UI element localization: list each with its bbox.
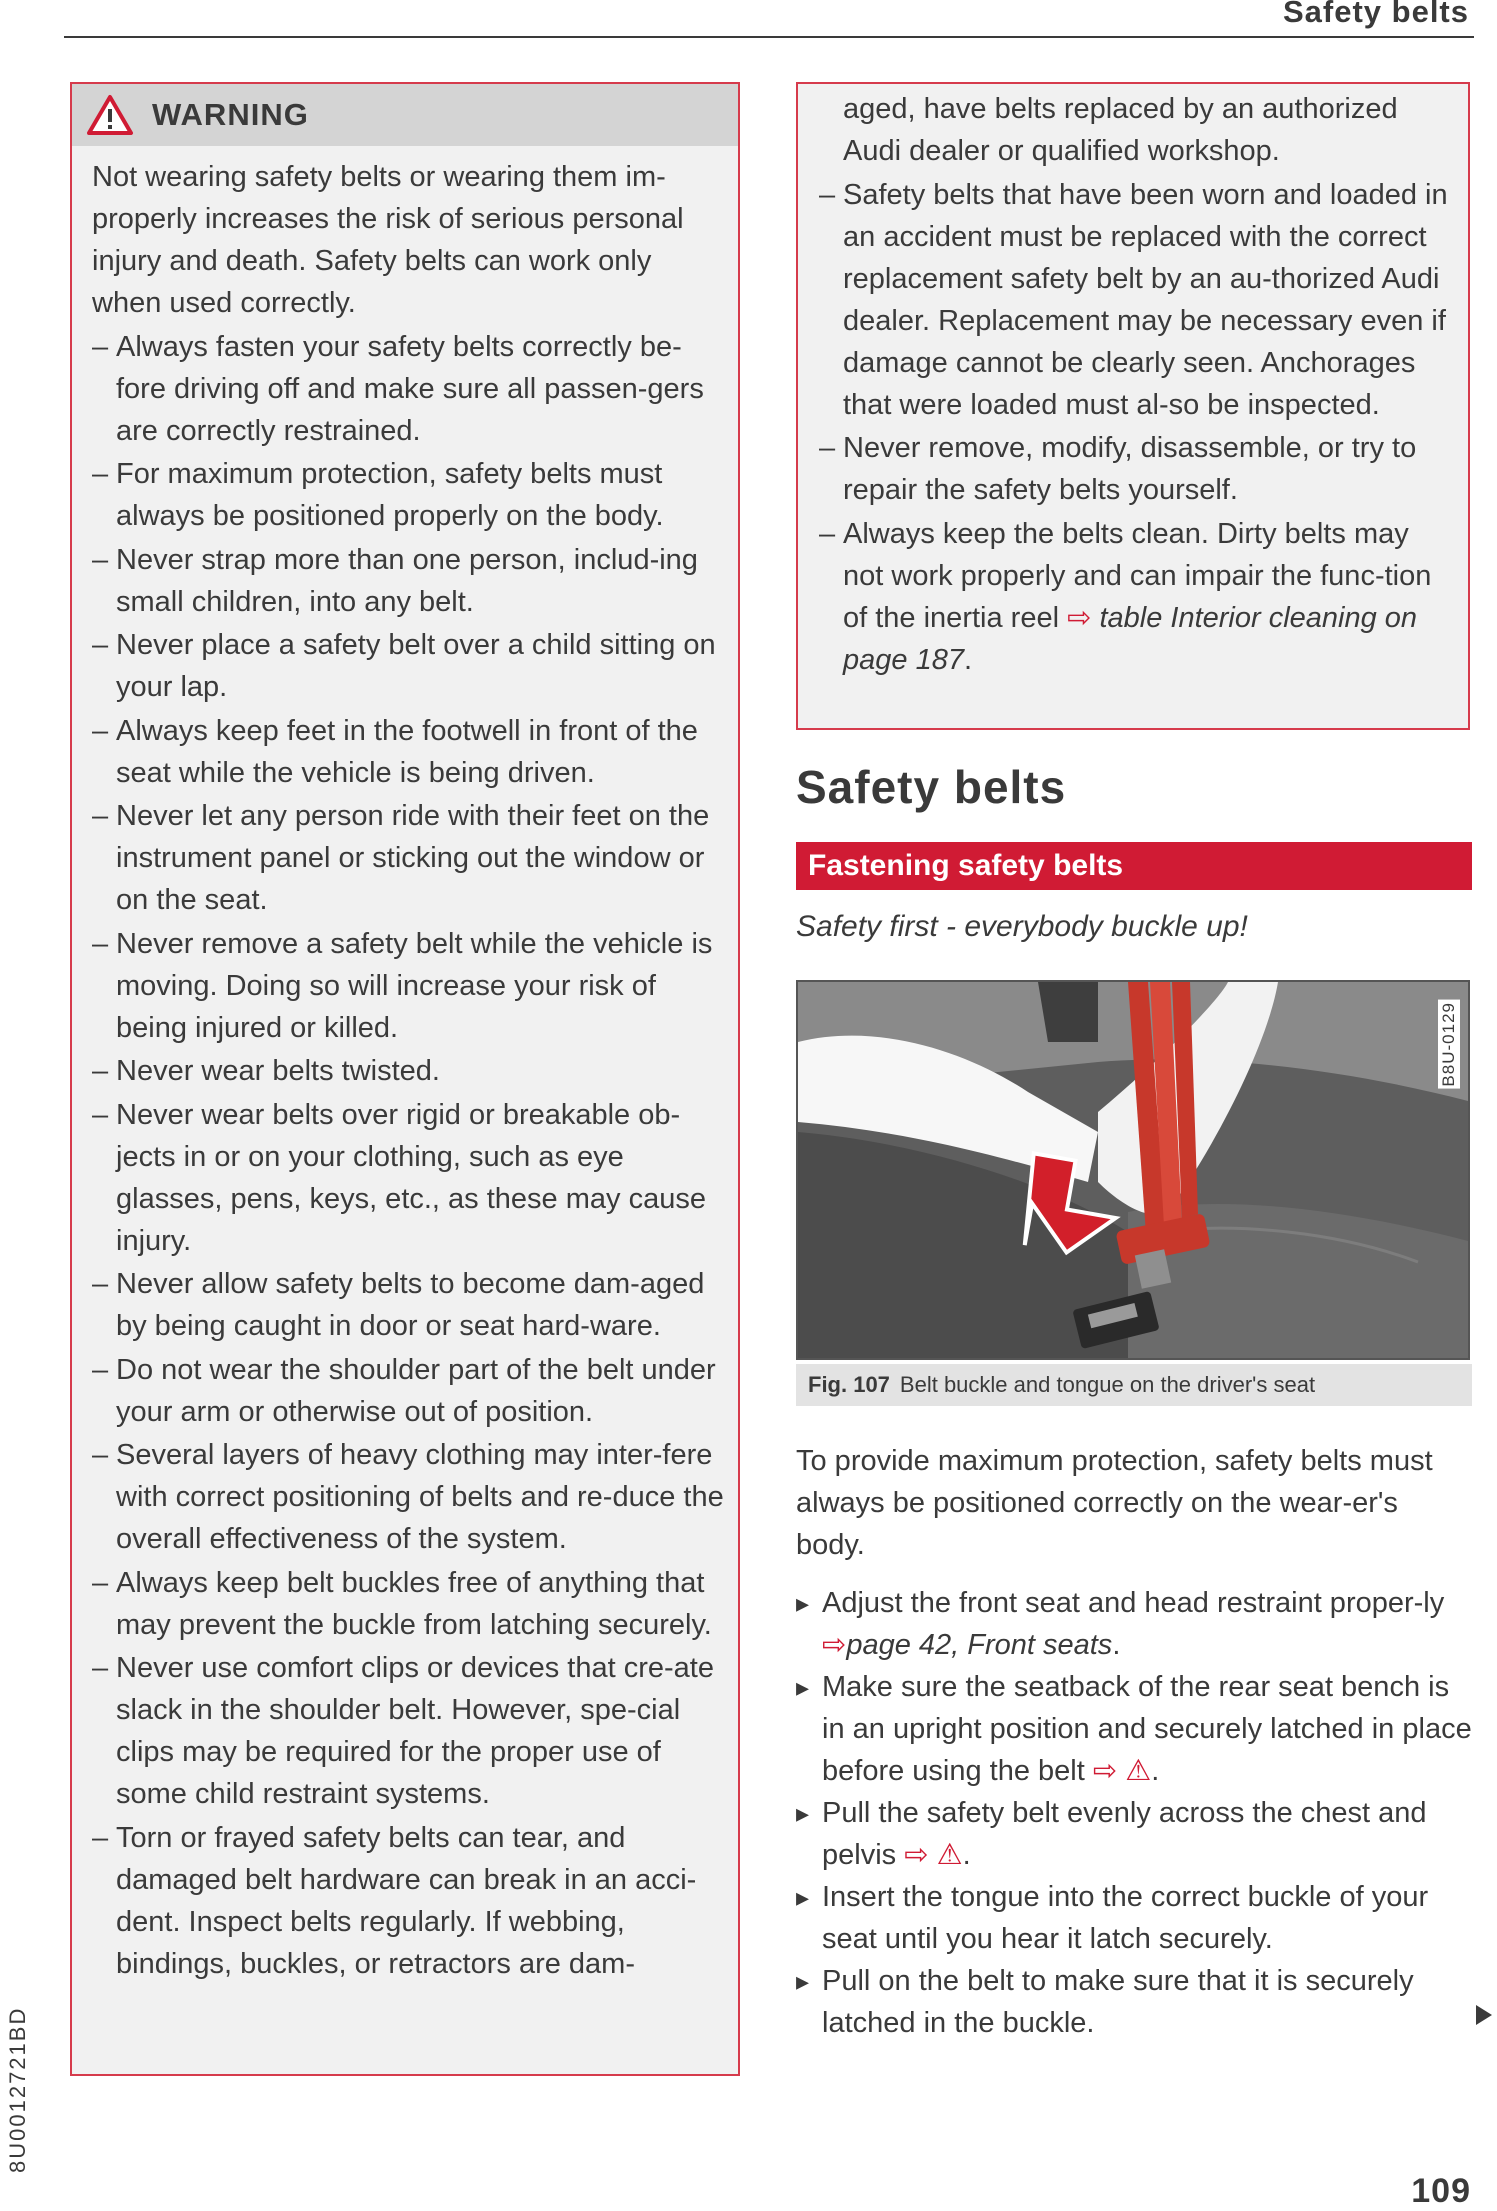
- instruction-step: [796, 1960, 1476, 2044]
- reference-arrow-icon: ⇨: [822, 1629, 847, 1661]
- warning-item: – Never remove a safety belt while the vehicle is moving. Doing so will increase your risk of being injured or killed.: [92, 923, 724, 1049]
- punctuation: .: [1112, 1629, 1121, 1661]
- warning-continued-box: [796, 82, 1470, 730]
- warning-title: WARNING: [152, 97, 309, 132]
- warning-item: – Never allow safety belts to become dam-aged by being caught in door or seat hard-ware.: [92, 1263, 724, 1347]
- warning-item: – Never wear belts twisted.: [92, 1050, 724, 1092]
- warning-triangle-icon: [86, 94, 134, 136]
- warning-header: [72, 84, 738, 146]
- section-tagline: Safety first - everybody buckle up!: [796, 910, 1248, 943]
- warning-item: – Never strap more than one person, includ-ing small children, into any belt.: [92, 539, 724, 623]
- instruction-step: [796, 1582, 1476, 1666]
- warning-continued-list: [798, 174, 1468, 681]
- warning-reference-icon[interactable]: ⚠: [1125, 1755, 1152, 1787]
- warning-intro: Not wearing safety belts or wearing them im-properly increases the risk of serious personal injury and death. Safety belts can work only when used correctly.: [92, 161, 684, 319]
- punctuation: .: [1151, 1755, 1160, 1787]
- belt-buckle-illustration: [798, 982, 1470, 1360]
- warning-item: – Never wear belts over rigid or breakable ob-jects in or on your clothing, such as eye glasses, pens, keys, etc., as these may cause injury.: [92, 1094, 724, 1262]
- intro-paragraph: To provide maximum protection, safety belts must always be positioned correctly on the wear-er's body.: [796, 1445, 1433, 1561]
- page-number: 109: [1411, 2172, 1471, 2210]
- step-text: Insert the tongue into the correct buckle of your seat until you hear it latch securely.: [822, 1881, 1429, 1955]
- warning-item: – Never let any person ride with their feet on the instrument panel or sticking out the window or on the seat.: [92, 795, 724, 921]
- warning-item: – Always keep feet in the footwell in front of the seat while the vehicle is being driven.: [92, 710, 724, 794]
- continue-arrow-icon: [1476, 2005, 1492, 2025]
- step-text: Pull the safety belt evenly across the chest and pelvis: [822, 1797, 1427, 1871]
- reference-arrow-icon: ⇨: [1092, 1755, 1118, 1787]
- instruction-step: [796, 1876, 1476, 1960]
- reference-arrow-icon: ⇨: [1067, 601, 1092, 634]
- warning-item: – Never place a safety belt over a child sitting on your lap.: [92, 624, 724, 708]
- figure-caption-text: Belt buckle and tongue on the driver's seat: [899, 1372, 1316, 1397]
- punctuation: .: [962, 1839, 971, 1871]
- figure-label: Fig. 107: [808, 1372, 890, 1397]
- side-document-code: 8U0012721BD: [5, 2006, 30, 2173]
- warning-list: [72, 326, 738, 1985]
- step-text: Pull on the belt to make sure that it is securely latched in the buckle.: [822, 1965, 1414, 2039]
- warning-item: – Do not wear the shoulder part of the belt under your arm or otherwise out of position.: [92, 1349, 724, 1433]
- warning-item: – Never use comfort clips or devices that cre-ate slack in the shoulder belt. However, spe-cial clips may be required for the proper use of some child restraint systems.: [92, 1647, 724, 1815]
- page-header-title: Safety belts: [1282, 0, 1469, 29]
- step-text: Adjust the front seat and head restraint proper-ly: [822, 1587, 1445, 1619]
- subsection-title: Fastening safety belts: [808, 849, 1124, 882]
- cross-reference-link[interactable]: page 42, Front seats: [846, 1629, 1113, 1661]
- warning-item: [819, 513, 1454, 681]
- cross-reference-link[interactable]: table Interior cleaning on page 187: [843, 601, 1418, 676]
- header-rule: [64, 36, 1474, 38]
- warning-item: – For maximum protection, safety belts must always be positioned properly on the body.: [92, 453, 724, 537]
- figure-code: B8U-0129: [1439, 1002, 1458, 1087]
- warning-continued-text: aged, have belts replaced by an authorized Audi dealer or qualified workshop.: [843, 93, 1398, 167]
- step-text: Make sure the seatback of the rear seat bench is in an upright position and securely latched in place before using the belt: [822, 1671, 1472, 1787]
- warning-item: – Several layers of heavy clothing may inter-fere with correct positioning of belts and re-duce the overall effectiveness of the system.: [92, 1434, 724, 1560]
- figure-caption: [796, 1364, 1472, 1406]
- punctuation: .: [963, 643, 973, 676]
- figure-belt-buckle: [796, 980, 1470, 1360]
- section-title: Safety belts: [796, 761, 1067, 813]
- instruction-step: [796, 1666, 1476, 1792]
- instruction-step: [796, 1792, 1476, 1876]
- warning-item: – Never remove, modify, disassemble, or try to repair the safety belts yourself.: [819, 427, 1454, 511]
- subsection-bar: [796, 842, 1472, 890]
- warning-item: – Always keep belt buckles free of anything that may prevent the buckle from latching securely.: [92, 1562, 724, 1646]
- warning-item-text: Always keep the belts clean. Dirty belts may not work properly and can impair the func-tion of the inertia reel: [843, 517, 1432, 634]
- warning-item: – Torn or frayed safety belts can tear, and damaged belt hardware can break in an acci-dent. Inspect belts regularly. If webbing, bindings, buckles, or retractors are dam-: [92, 1817, 724, 1985]
- warning-reference-icon[interactable]: ⚠: [936, 1839, 963, 1871]
- instruction-steps: [796, 1582, 1476, 2044]
- warning-item: – Always fasten your safety belts correctly be-fore driving off and make sure all passen-gers are correctly restrained.: [92, 326, 724, 452]
- warning-item: – Safety belts that have been worn and loaded in an accident must be replaced with the correct replacement safety belt by an au-thorized Audi dealer. Replacement may be necessary even if damage cannot be clearly seen. Anchorages that were loaded must al-so be inspected.: [819, 174, 1454, 426]
- warning-box: [70, 82, 740, 2076]
- reference-arrow-icon: ⇨: [904, 1839, 929, 1871]
